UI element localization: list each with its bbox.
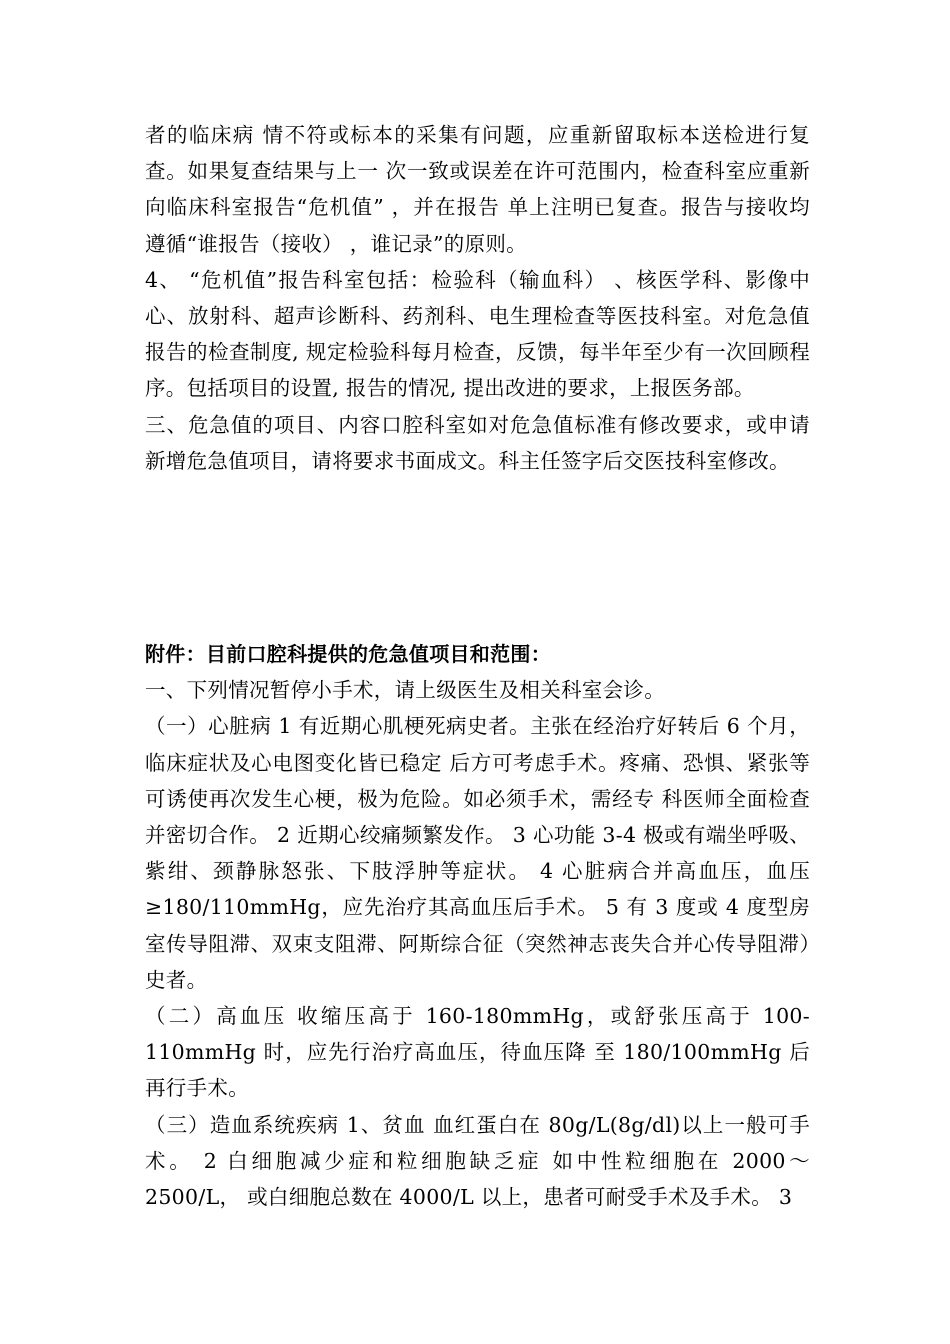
- paragraph-heart-disease: （一）心脏病 1 有近期心肌梗死病史者。主张在经治疗好转后 6 个月，临床症状及心电图变化皆已稳定 后方可考虑手术。疼痛、恐惧、紧张等可诱使再次发生心梗，极为危险。如必须手术，需经专 科医师全面检查并密切合作。 2 近期心绞痛频繁发作。 3 心功能 3-4 极或有端坐呼吸、紫绀、颈静脉怒张、下肢浮肿等症状。 4 心脏病合并高血压，血压≥180/110mmHg，应先治疗其高血压后手术。 5 有 3 度或 4 度型房室传导阻滞、双束支阻滞、阿斯综合征（突然神志丧失合并心传导阻滞）史者。: [145, 714, 810, 992]
- paragraph-recheck-procedure: 者的临床病 情不符或标本的采集有问题，应重新留取标本送检进行复查。如果复查结果与上一 次一致或误差在许可范围内，检查科室应重新向临床科室报告“危机值” ，并在报告 单上注明已复查。报告与接收均 遵循“谁报告（接收） ，谁记录”的原则。: [145, 123, 810, 256]
- paragraph-hematologic-disease: （三）造血系统疾病 1、贫血 血红蛋白在 80g/L(8g/dl)以上一般可手术。 2 白细胞减少症和粒细胞缺乏症 如中性粒细胞在 2000～2500/L， 或白细胞总数在 4000/L 以上，患者可耐受手术及手术。 3: [145, 1112, 810, 1210]
- paragraph-suspend-minor-surgery: 一、下列情况暂停小手术，请上级医生及相关科室会诊。: [145, 678, 665, 703]
- main-text-section: [145, 117, 810, 479]
- attachment-section: [145, 636, 810, 1215]
- paragraph-reporting-departments: 4、 “危机值”报告科室包括：检验科（输血科） 、核医学科、影像中心、放射科、超声诊断科、药剂科、电生理检查等医技科室。对危急值报告的检查制度, 规定检验科每月检查，反馈，每半年至少有一次回顾程序。包括项目的设置, 报告的情况, 提出改进的要求，上报医务部。: [145, 267, 810, 401]
- paragraph-hypertension: （二）高血压 收缩压高于 160-180mmHg，或舒张压高于 100-110mmHg 时，应先行治疗高血压，待血压降 至 180/100mmHg 后再行手术。: [145, 1004, 810, 1101]
- attachment-heading: 附件：目前口腔科提供的危急值项目和范围：: [145, 642, 551, 666]
- paragraph-critical-value-items: 三、危急值的项目、内容口腔科室如对危急值标准有修改要求，或申请新增危急值项目，请将要求书面成文。科主任签字后交医技科室修改。: [145, 412, 810, 473]
